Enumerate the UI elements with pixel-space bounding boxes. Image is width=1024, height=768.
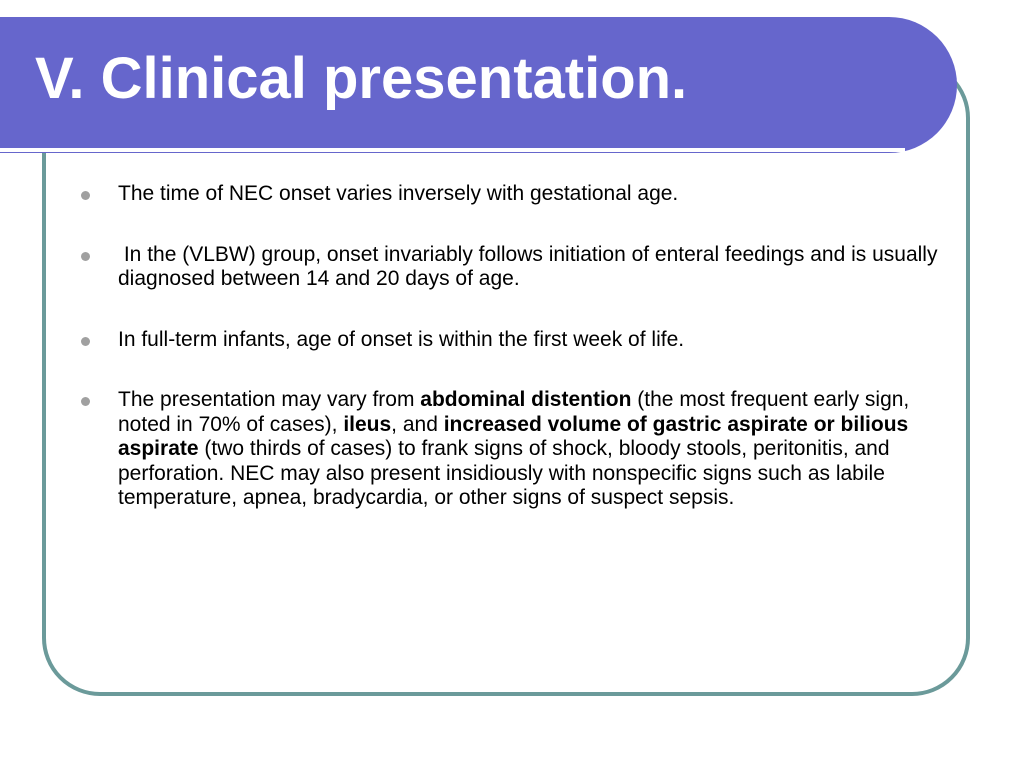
title-underline <box>0 148 905 152</box>
bullet-text-presentation <box>118 388 958 511</box>
bullet-dot-icon <box>81 397 90 406</box>
bullet-text-segment: (two thirds of cases) to frank signs of shock, bloody stools, peritonitis, and perforation. NEC may also present insidiously with nonspecific signs such as labile temperature, apnea, bradycardia, or other signs of suspect sepsis. <box>118 437 890 509</box>
bold-term-abdominal-distention: abdominal distention <box>420 388 632 411</box>
bold-term-ileus: ileus <box>343 412 392 436</box>
bold-term-gastric-aspirate: increased volume of gastric aspirate or bilious aspirate <box>118 412 909 460</box>
bullet-dot-icon <box>81 252 90 261</box>
bullet-text-segment: (the most frequent early sign, noted in 70% of cases), <box>118 388 910 436</box>
bullet-text: In full-term infants, age of onset is within the first week of life. <box>118 327 685 351</box>
bullet-item-full-term <box>78 328 958 353</box>
bullet-dot-icon <box>81 191 90 200</box>
bullet-text-segment: The presentation may vary from <box>118 388 421 411</box>
slide-title: V. Clinical presentation. <box>35 46 688 111</box>
bullet-dot-icon <box>81 337 90 346</box>
bullet-text-segment: , and <box>391 412 444 436</box>
bullet-item-presentation <box>78 388 958 511</box>
bullet-text: In the (VLBW) group, onset invariably follows initiation of enteral feedings and is usually diagnosed between 14 and 20 days of age. <box>118 242 944 290</box>
bullet-text: The time of NEC onset varies inversely with gestational age. <box>118 182 679 205</box>
bullet-item-gestational-age <box>78 182 958 207</box>
bullet-item-vlbw <box>78 243 958 292</box>
bullet-list <box>78 182 958 547</box>
